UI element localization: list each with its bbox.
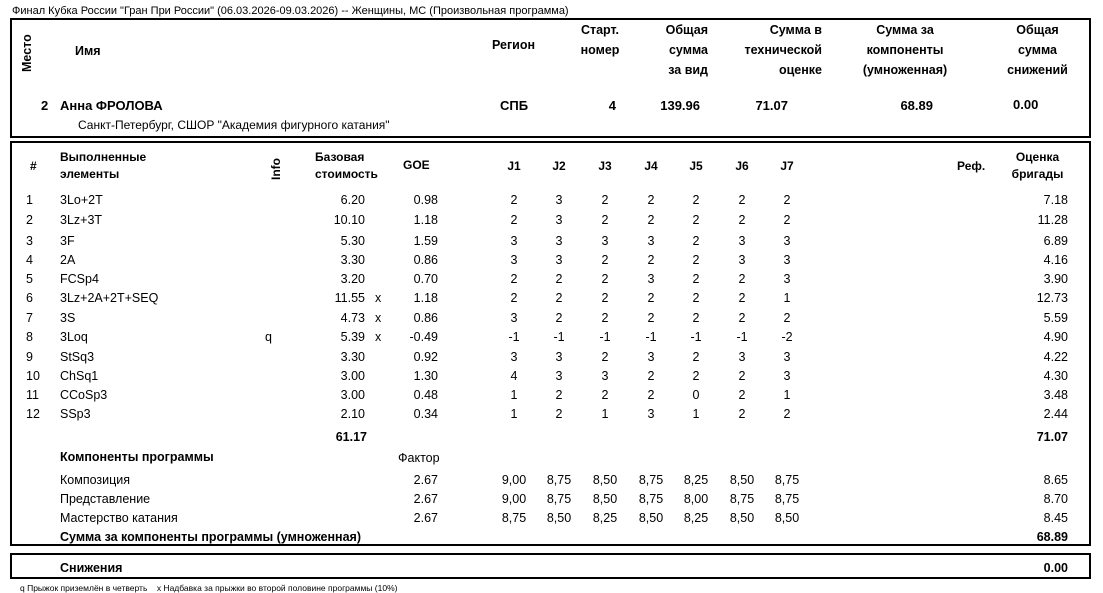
- judge-score: 2: [783, 407, 791, 421]
- header-place: Место: [20, 34, 34, 72]
- judge-score: 3: [510, 350, 518, 364]
- component-panel-score: 8.70: [1043, 492, 1068, 506]
- judge-score: 1: [510, 407, 518, 421]
- element-info: q: [265, 330, 272, 344]
- judge-score: 2: [555, 272, 563, 286]
- element-panel-score: 5.59: [1043, 311, 1068, 325]
- judge-score: 1: [692, 407, 700, 421]
- element-name: StSq3: [60, 350, 95, 364]
- judge-component-score: 8,50: [592, 492, 618, 506]
- judge-score: 3: [783, 272, 791, 286]
- judge-score: 1: [510, 388, 518, 402]
- judge-score: 2: [738, 369, 746, 383]
- element-base-value: 2.10: [340, 407, 365, 421]
- component-panel-score: 8.65: [1043, 473, 1068, 487]
- judge-score: 3: [510, 234, 518, 248]
- judge-score: 2: [692, 213, 700, 227]
- judge-score: 2: [555, 311, 563, 325]
- element-panel-score: 2.44: [1043, 407, 1068, 421]
- col-base: Базовая стоимость: [315, 150, 378, 181]
- judge-score: 1: [601, 407, 609, 421]
- judge-score: 3: [783, 350, 791, 364]
- col-executed: Выполненные элементы: [60, 150, 147, 181]
- element-base-value: 3.20: [340, 272, 365, 286]
- page-title: Финал Кубка России "Гран При России" (06.03.2026-09.03.2026) -- Женщины, МС (Произвольная программа): [12, 5, 569, 17]
- judge-score: 3: [647, 272, 655, 286]
- judge-score: 3: [555, 253, 563, 267]
- skater-club: Санкт-Петербург, СШОР "Академия фигурного катания": [78, 118, 390, 132]
- components-sum-value: 68.89: [1036, 530, 1068, 544]
- element-name: CCoSp3: [60, 388, 108, 402]
- deductions-value: 0.00: [1043, 561, 1068, 575]
- element-number: 9: [26, 350, 33, 364]
- judge-component-score: 8,75: [774, 492, 800, 506]
- judge-score: -1: [736, 330, 748, 344]
- col-info: Info: [269, 158, 283, 180]
- component-factor: 2.67: [413, 473, 438, 487]
- header-tes: Сумма в технической оценке: [744, 23, 822, 77]
- judge-score: 2: [555, 407, 563, 421]
- judge-score: 3: [647, 407, 655, 421]
- judge-score: 3: [510, 253, 518, 267]
- deductions-label: Снижения: [60, 561, 123, 575]
- judge-component-score: 8,50: [729, 473, 755, 487]
- judge-score: -1: [645, 330, 657, 344]
- element-name: 3Lo+2T: [60, 193, 103, 207]
- components-sum-label: Сумма за компоненты программы (умноженная): [60, 530, 361, 544]
- header-start-no: Старт. номер: [580, 23, 620, 57]
- judge-score: 2: [647, 311, 655, 325]
- judge-component-score: 8,75: [546, 473, 572, 487]
- factor-label: Фактор: [398, 451, 440, 465]
- element-base-value: 5.30: [340, 234, 365, 248]
- header-deductions: Общая сумма снижений: [1007, 23, 1068, 77]
- element-base-value: 3.00: [340, 388, 365, 402]
- judge-component-score: 8,50: [774, 511, 800, 525]
- judge-score: 2: [738, 291, 746, 305]
- judge-score: 3: [738, 253, 746, 267]
- element-goe: 1.59: [413, 234, 438, 248]
- judge-component-score: 9,00: [501, 492, 527, 506]
- component-name: Мастерство катания: [60, 511, 178, 525]
- judge-score: 3: [555, 350, 563, 364]
- element-panel-score: 4.90: [1043, 330, 1068, 344]
- judge-score: 2: [601, 272, 609, 286]
- judge-score: 2: [783, 213, 791, 227]
- judge-component-score: 8,75: [729, 492, 755, 506]
- element-name: FCSp4: [60, 272, 99, 286]
- element-number: 10: [26, 369, 40, 383]
- judge-score: 2: [647, 291, 655, 305]
- judge-score: -1: [599, 330, 611, 344]
- judge-score: 2: [510, 272, 518, 286]
- element-panel-score: 4.16: [1043, 253, 1068, 267]
- element-goe: 0.34: [413, 407, 438, 421]
- judge-score: 3: [783, 369, 791, 383]
- judge-score: 3: [647, 234, 655, 248]
- col-j5: J5: [689, 159, 703, 173]
- judge-score: 2: [783, 193, 791, 207]
- judge-score: 3: [783, 234, 791, 248]
- element-goe: 1.30: [413, 369, 438, 383]
- judge-score: 2: [510, 213, 518, 227]
- judge-score: 3: [647, 350, 655, 364]
- judge-score: 2: [601, 350, 609, 364]
- judge-score: 3: [783, 253, 791, 267]
- col-panel: Оценка бригады: [1011, 150, 1064, 181]
- judge-component-score: 9,00: [501, 473, 527, 487]
- element-goe: 0.98: [413, 193, 438, 207]
- element-name: 2A: [60, 253, 76, 267]
- judge-component-score: 8,50: [638, 511, 664, 525]
- skater-total: 139.96: [660, 98, 700, 113]
- header-name: Имя: [75, 44, 101, 58]
- element-panel-score: 3.48: [1043, 388, 1068, 402]
- element-number: 12: [26, 407, 40, 421]
- element-name: 3Lz+2A+2T+SEQ: [60, 291, 159, 305]
- element-base-value: 3.30: [340, 350, 365, 364]
- element-goe: 0.92: [413, 350, 438, 364]
- judge-component-score: 8,75: [501, 511, 527, 525]
- judge-component-score: 8,25: [683, 473, 709, 487]
- element-base-value: 10.10: [333, 213, 365, 227]
- judge-score: 2: [692, 350, 700, 364]
- tes-total: 71.07: [1036, 430, 1068, 444]
- element-number: 8: [26, 330, 33, 344]
- judge-score: 3: [601, 369, 609, 383]
- judge-score: 2: [692, 193, 700, 207]
- judge-score: 2: [510, 291, 518, 305]
- judge-score: 2: [692, 253, 700, 267]
- judge-score: 0: [692, 388, 700, 402]
- judge-component-score: 8,50: [592, 473, 618, 487]
- judge-score: 2: [647, 213, 655, 227]
- judge-component-score: 8,75: [774, 473, 800, 487]
- element-panel-score: 4.30: [1043, 369, 1068, 383]
- judge-score: 2: [510, 193, 518, 207]
- col-j2: J2: [552, 159, 566, 173]
- col-goe: GOE: [403, 158, 430, 172]
- judge-score: 3: [738, 350, 746, 364]
- header-pcs: Сумма за компоненты (умноженная): [862, 23, 948, 77]
- judge-score: 1: [783, 291, 791, 305]
- judge-score: 2: [692, 234, 700, 248]
- judge-score: 2: [783, 311, 791, 325]
- element-name: 3S: [60, 311, 76, 325]
- col-j1: J1: [507, 159, 521, 173]
- col-j3: J3: [598, 159, 612, 173]
- element-goe: 0.86: [413, 253, 438, 267]
- judge-score: 2: [738, 407, 746, 421]
- element-number: 2: [26, 213, 33, 227]
- element-bonus-mark: x: [375, 311, 382, 325]
- col-j7: J7: [780, 159, 794, 173]
- element-panel-score: 7.18: [1043, 193, 1068, 207]
- element-name: SSp3: [60, 407, 91, 421]
- footnote: q Прыжок приземлён в четверть x Надбавка за прыжки во второй половине программы (10%): [20, 583, 398, 593]
- judge-component-score: 8,75: [546, 492, 572, 506]
- element-base-value: 3.00: [340, 369, 365, 383]
- col-ref: Реф.: [957, 159, 986, 173]
- judge-component-score: 8,00: [683, 492, 709, 506]
- judge-score: 3: [510, 311, 518, 325]
- element-panel-score: 4.22: [1043, 350, 1068, 364]
- element-bonus-mark: x: [375, 291, 382, 305]
- element-base-value: 3.30: [340, 253, 365, 267]
- judge-score: 2: [555, 291, 563, 305]
- judge-score: 2: [647, 193, 655, 207]
- element-goe: 0.70: [413, 272, 438, 286]
- skater-deductions: 0.00: [1013, 97, 1039, 112]
- judge-score: 2: [601, 311, 609, 325]
- header-total: Общая сумма за вид: [665, 23, 708, 77]
- element-number: 11: [26, 388, 39, 402]
- deductions-box: [10, 553, 1091, 579]
- element-base-value: 6.20: [340, 193, 365, 207]
- judge-score: 2: [692, 311, 700, 325]
- col-j4: J4: [644, 159, 658, 173]
- element-goe: -0.49: [409, 330, 438, 344]
- judge-score: 2: [647, 253, 655, 267]
- element-name: 3Lz+3T: [60, 213, 103, 227]
- element-goe: 1.18: [413, 291, 438, 305]
- judge-score: 2: [692, 272, 700, 286]
- judge-score: 4: [510, 369, 518, 383]
- judge-score: 2: [601, 291, 609, 305]
- element-panel-score: 12.73: [1036, 291, 1068, 305]
- judge-score: 2: [738, 213, 746, 227]
- element-number: 5: [26, 272, 33, 286]
- judge-score: 2: [692, 369, 700, 383]
- element-number: 7: [26, 311, 33, 325]
- judge-score: -1: [690, 330, 702, 344]
- element-base-value: 4.73: [340, 311, 365, 325]
- skater-name: Анна ФРОЛОВА: [60, 98, 163, 113]
- judge-component-score: 8,75: [638, 473, 664, 487]
- skater-place: 2: [41, 98, 49, 113]
- judge-score: 1: [783, 388, 791, 402]
- judge-component-score: 8,50: [729, 511, 755, 525]
- judge-score: 3: [601, 234, 609, 248]
- judge-score: 3: [555, 193, 563, 207]
- judge-score: 2: [555, 388, 563, 402]
- judge-score: 2: [601, 388, 609, 402]
- element-panel-score: 6.89: [1043, 234, 1068, 248]
- component-name: Представление: [60, 492, 151, 506]
- judge-score: 2: [738, 193, 746, 207]
- judge-score: 3: [555, 213, 563, 227]
- judge-score: 2: [738, 388, 746, 402]
- element-base-value: 11.55: [334, 291, 365, 305]
- judge-score: -2: [781, 330, 793, 344]
- skater-region: СПБ: [500, 98, 529, 113]
- element-number: 3: [26, 234, 33, 248]
- judge-score: 2: [738, 272, 746, 286]
- element-goe: 0.48: [413, 388, 438, 402]
- component-name: Композиция: [60, 473, 131, 487]
- judge-score: 2: [692, 291, 700, 305]
- judge-component-score: 8,25: [683, 511, 709, 525]
- element-goe: 0.86: [413, 311, 438, 325]
- base-total: 61.17: [335, 430, 367, 444]
- col-num: #: [30, 159, 37, 173]
- judge-score: 2: [601, 193, 609, 207]
- judge-component-score: 8,25: [592, 511, 618, 525]
- judge-score: 2: [647, 388, 655, 402]
- judge-score: 3: [555, 369, 563, 383]
- components-title: Компоненты программы: [60, 450, 214, 464]
- col-j6: J6: [735, 159, 749, 173]
- judge-score: -1: [553, 330, 565, 344]
- judge-score: 2: [647, 369, 655, 383]
- component-factor: 2.67: [413, 492, 438, 506]
- element-number: 4: [26, 253, 33, 267]
- element-name: 3F: [60, 234, 75, 248]
- element-base-value: 5.39: [340, 330, 365, 344]
- judge-score: 2: [601, 213, 609, 227]
- element-number: 1: [26, 193, 33, 207]
- component-factor: 2.67: [413, 511, 438, 525]
- judge-component-score: 8,50: [546, 511, 572, 525]
- element-goe: 1.18: [413, 213, 438, 227]
- judge-score: -1: [508, 330, 520, 344]
- element-panel-score: 3.90: [1043, 272, 1068, 286]
- judge-score: 2: [738, 311, 746, 325]
- skater-pcs: 68.89: [900, 98, 933, 113]
- judge-score: 2: [601, 253, 609, 267]
- skater-start-no: 4: [608, 98, 616, 113]
- element-bonus-mark: x: [375, 330, 382, 344]
- skater-tes: 71.07: [755, 98, 788, 113]
- element-panel-score: 11.28: [1037, 213, 1068, 227]
- element-name: ChSq1: [60, 369, 99, 383]
- judge-score: 3: [555, 234, 563, 248]
- element-name: 3Loq: [60, 330, 88, 344]
- judge-score: 3: [738, 234, 746, 248]
- judge-component-score: 8,75: [638, 492, 664, 506]
- header-region: Регион: [492, 38, 536, 52]
- component-panel-score: 8.45: [1043, 511, 1068, 525]
- element-number: 6: [26, 291, 33, 305]
